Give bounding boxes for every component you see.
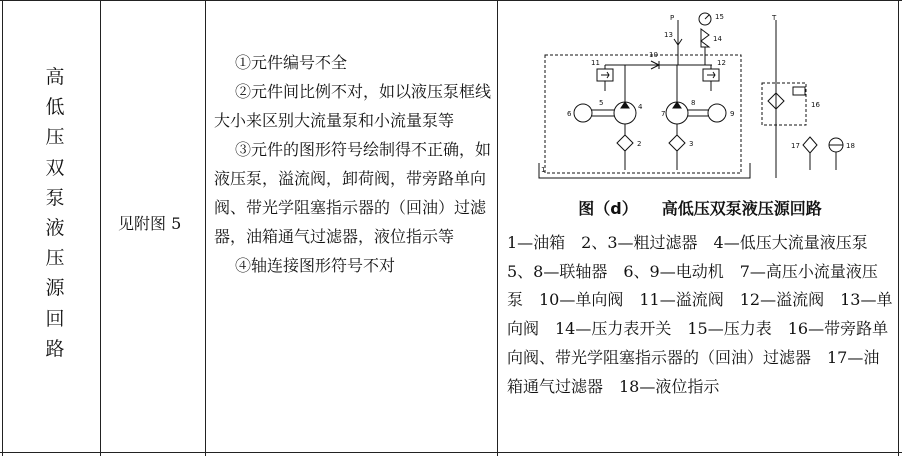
row-title-char: 源 bbox=[45, 277, 65, 300]
label-10: 10 bbox=[649, 51, 658, 59]
label-5: 5 bbox=[599, 99, 604, 107]
figure-caption bbox=[507, 198, 893, 220]
label-9: 9 bbox=[730, 110, 735, 118]
label-17: 17 bbox=[791, 142, 800, 150]
table-top-border bbox=[0, 0, 902, 1]
label-14: 14 bbox=[713, 35, 722, 43]
row-title-char: 回 bbox=[45, 307, 65, 330]
label-t: T bbox=[772, 14, 777, 22]
row-title-char: 低 bbox=[45, 96, 65, 119]
label-18: 18 bbox=[846, 142, 855, 150]
row-title-char: 压 bbox=[45, 247, 65, 270]
motor-6 bbox=[574, 104, 592, 122]
col-divider-1 bbox=[100, 0, 101, 456]
figure-title: 高低压双泵液压源回路 bbox=[661, 199, 822, 218]
row-title-char: 高 bbox=[45, 66, 65, 88]
figure-legend: 1—油箱 2、3—粗过滤器 4—低压大流量液压泵 5、8—联轴器 6、9—电动机 7—高压小流量液压泵 10—单向阀 11—溢流阀 12—溢流阀 13—单向阀 14—压力表开关 15—压力表 16—带旁路单向阀、带光学阻塞指示器的（回油）过滤器 17—油箱通气过滤器 18—液位指示 bbox=[507, 233, 893, 396]
col-divider-3 bbox=[497, 0, 498, 456]
label-p: P bbox=[670, 14, 675, 22]
return-filter-frame bbox=[762, 83, 806, 125]
label-7: 7 bbox=[661, 110, 666, 118]
blockage-indicator bbox=[793, 87, 805, 95]
filter-3 bbox=[669, 135, 685, 151]
label-11: 11 bbox=[591, 59, 600, 67]
label-3: 3 bbox=[689, 140, 694, 148]
reference-cell: 见附图 5 bbox=[118, 214, 182, 233]
label-2: 2 bbox=[637, 140, 642, 148]
issue-item: ②元件间比例不对，如以液压泵框线大小来区别大流量泵和小流量泵等 bbox=[214, 82, 492, 130]
coupling-8 bbox=[688, 110, 708, 116]
table-right-border bbox=[898, 0, 899, 456]
motor-9 bbox=[708, 104, 726, 122]
label-4: 4 bbox=[638, 103, 643, 111]
row-title-char: 压 bbox=[45, 126, 65, 149]
gauge-switch-14 bbox=[701, 29, 709, 47]
row-title bbox=[40, 62, 70, 364]
label-8: 8 bbox=[691, 99, 696, 107]
coupling-5 bbox=[592, 110, 614, 116]
breather-17 bbox=[803, 137, 817, 153]
col-divider-2 bbox=[205, 0, 206, 456]
row-title-char: 路 bbox=[45, 337, 65, 360]
label-16: 16 bbox=[811, 101, 820, 109]
label-13: 13 bbox=[664, 31, 673, 39]
hydraulic-circuit-diagram bbox=[525, 5, 865, 190]
table-left-border bbox=[2, 0, 3, 456]
label-15: 15 bbox=[715, 13, 724, 21]
issue-item: ③元件的图形符号绘制得不正确，如液压泵，溢流阀，卸荷阀，带旁路单向阀、带光学阻塞指示器的（回油）过滤器，油箱通气过滤器，液位指示等 bbox=[214, 140, 492, 246]
table-bottom-border bbox=[0, 452, 902, 453]
issue-item: ④轴连接图形符号不对 bbox=[235, 256, 396, 275]
label-6: 6 bbox=[567, 110, 572, 118]
label-1: 1 bbox=[541, 166, 546, 174]
row-title-char: 双 bbox=[45, 156, 65, 179]
issues-cell bbox=[214, 48, 492, 280]
figure-label: 图（d） bbox=[578, 199, 638, 218]
filter-2 bbox=[617, 135, 633, 151]
issue-item: ①元件编号不全 bbox=[235, 53, 348, 72]
row-title-char: 液 bbox=[45, 217, 65, 240]
row-title-char: 泵 bbox=[45, 186, 65, 209]
label-12: 12 bbox=[717, 59, 726, 67]
tank-outline bbox=[539, 163, 750, 178]
